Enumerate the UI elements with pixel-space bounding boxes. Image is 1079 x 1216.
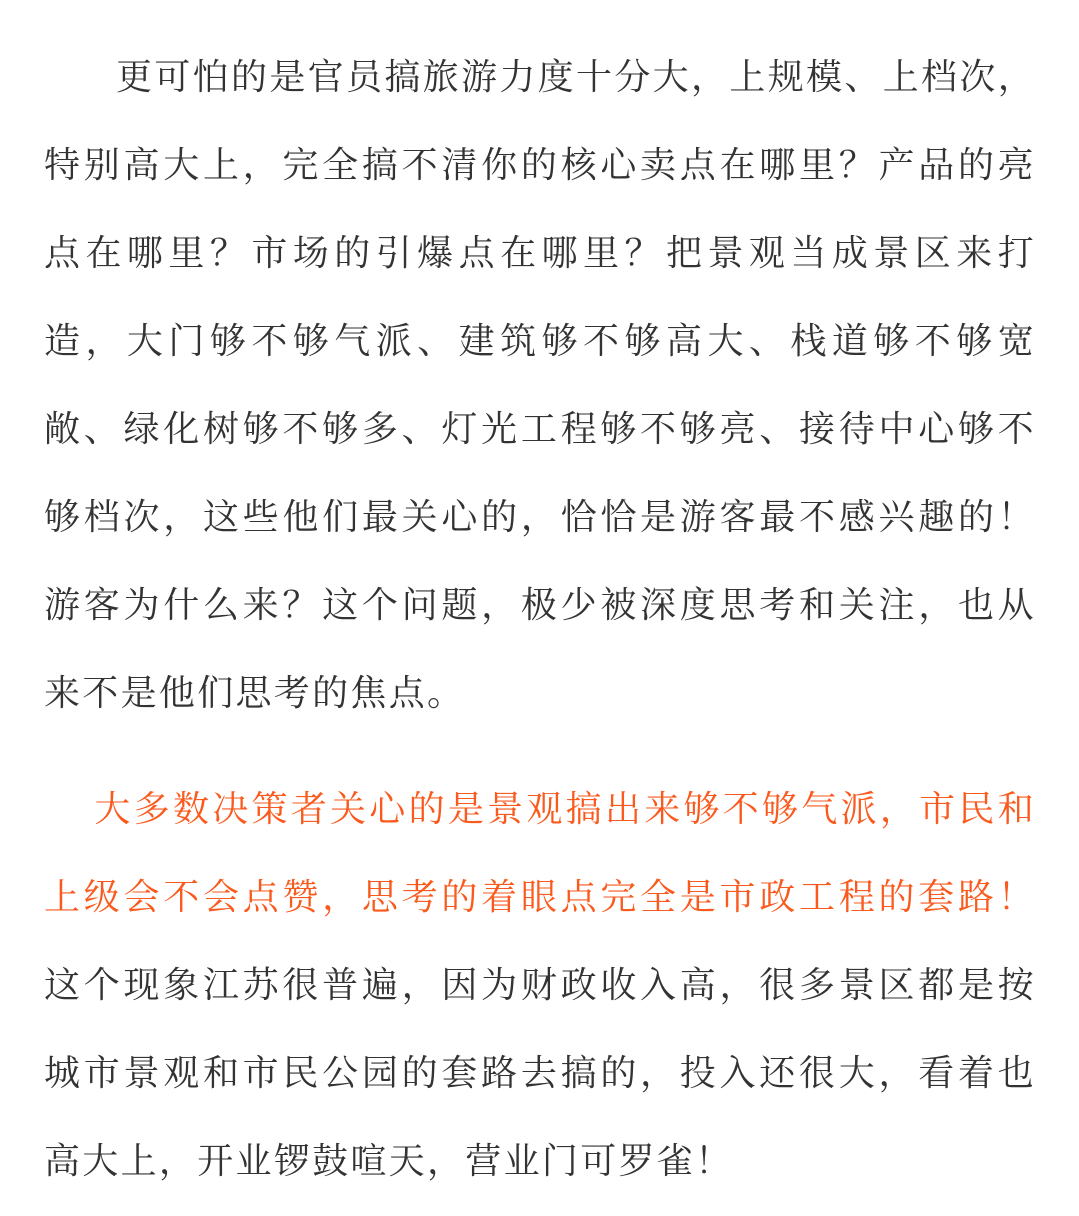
paragraph-2-text: 这个现象江苏很普遍，因为财政收入高，很多景区都是按城市景观和市民公园的套路去搞的，投入还很大，看着也高大上，开业锣鼓喧天，营业门可罗雀！ <box>44 965 1036 1182</box>
article-body <box>44 34 1036 1206</box>
highlighted-statement: 大多数决策者关心的是景观搞出来够不够气派，市民和上级会不会点赞，思考的着眼点完全是市政工程的套路！ <box>44 789 1036 918</box>
paragraph-2 <box>44 766 1036 1206</box>
paragraph-1-text: 更可怕的是官员搞旅游力度十分大，上规模、上档次，特别高大上，完全搞不清你的核心卖点在哪里？产品的亮点在哪里？市场的引爆点在哪里？把景观当成景区来打造，大门够不够气派、建筑够不够高大、栈道够不够宽敞、绿化树够不够多、灯光工程够不够亮、接待中心够不够档次，这些他们最关心的，恰恰是游客最不感兴趣的！游客为什么来？这个问题，极少被深度思考和关注，也从来不是他们思考的焦点。 <box>44 57 1036 714</box>
paragraph-1 <box>44 34 1036 738</box>
